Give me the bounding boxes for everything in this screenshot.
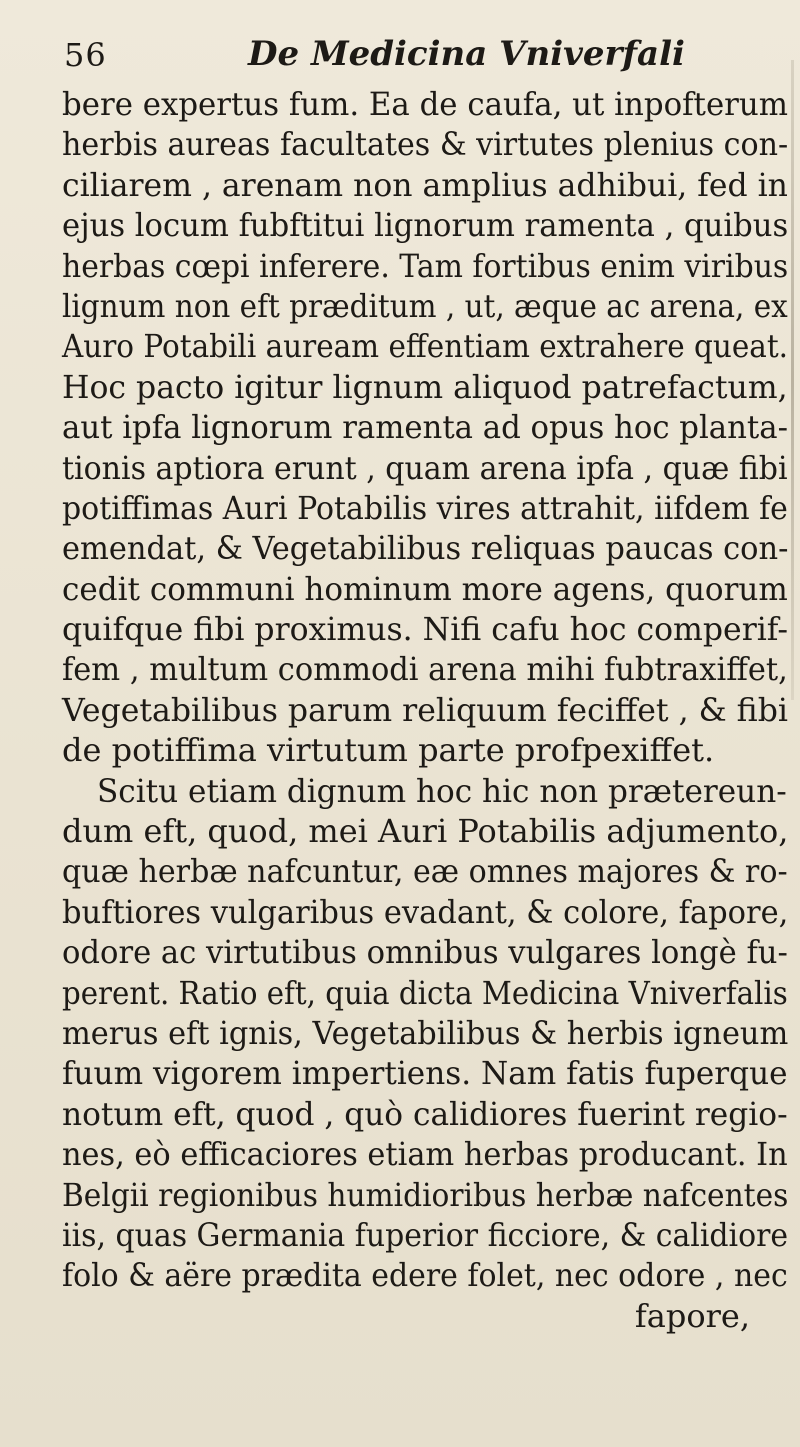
text-line: Belgii regionibus humidioribus herbæ nafcentes [62,1175,789,1214]
text-line: aut ipfa lignorum ramenta ad opus hoc planta- [62,408,788,447]
text-line: odore ac virtutibus omnibus vulgares longè fu- [62,933,788,972]
text-line: Auro Potabili auream effentiam extrahere queat. [62,327,789,366]
text-line: bere expertus fum. Ea de caufa, ut inpofterum [62,85,788,123]
text-line: dum eft, quod, mei Auri Potabilis adjumento, [62,812,789,851]
text-line: nes, eò efficaciores etiam herbas producant. In [62,1135,788,1174]
text-line: potiffimas Auri Potabilis vires attrahit, iifdem fe [62,488,788,527]
text-line: cedit communi hominum more agens, quorum [62,569,788,608]
text-line: emendat, & Vegetabilibus reliquas paucas con- [62,529,789,568]
page-number: 56 [64,36,107,74]
running-title: De Medicina Vniverfali [248,34,685,74]
running-head [0,30,800,80]
text-line: quæ herbæ nafcuntur, eæ omnes majores & ro- [62,852,788,891]
text-line: iis, quas Germania fuperior ficciore, & calidiore [62,1215,789,1254]
text-line: perent. Ratio eft, quia dicta Medicina Vniverfalis [62,973,788,1012]
text-line: herbas cœpi inferere. Tam fortibus enim viribus [62,246,789,285]
paragraph-start-line: Scitu etiam dignum hoc hic non prætereun- [96,771,787,810]
text-line: fem , multum commodi arena mihi fubtraxiffet, [62,650,788,689]
text-line: merus eft ignis, Vegetabilibus & herbis igneum [62,1013,789,1052]
text-line: Hoc pacto igitur lignum aliquod patrefactum, [62,367,788,406]
text-line: fuum vigorem impertiens. Nam fatis fuperque [62,1054,788,1093]
body-text [62,84,792,1336]
text-line: folo & aëre prædita edere folet, nec odore , nec [62,1256,788,1295]
text-line: herbis aureas facultates & virtutes plenius con- [62,125,789,164]
text-line: notum eft, quod , quò calidiores fuerint regio- [62,1094,788,1133]
catchword: fapore, [634,1296,750,1335]
text-line: de potiffima virtutum parte profpexiffet. [62,731,715,770]
text-line: Vegetabilibus parum reliquum feciffet , & fibi [62,690,788,729]
text-line: ejus locum fubftitui lignorum ramenta , quibus [62,206,789,245]
text-line: buftiores vulgaribus evadant, & colore, fapore, [62,892,789,931]
text-line: tionis aptiora erunt , quam arena ipfa , quæ fibi [62,448,788,487]
text-line: ciliarem , arenam non amplius adhibui, fed in [62,165,788,204]
text-line: quifque fibi proximus. Nifi cafu hoc comperif- [62,610,788,649]
text-line: lignum non eft præditum , ut, æque ac arena, ex [62,286,788,325]
